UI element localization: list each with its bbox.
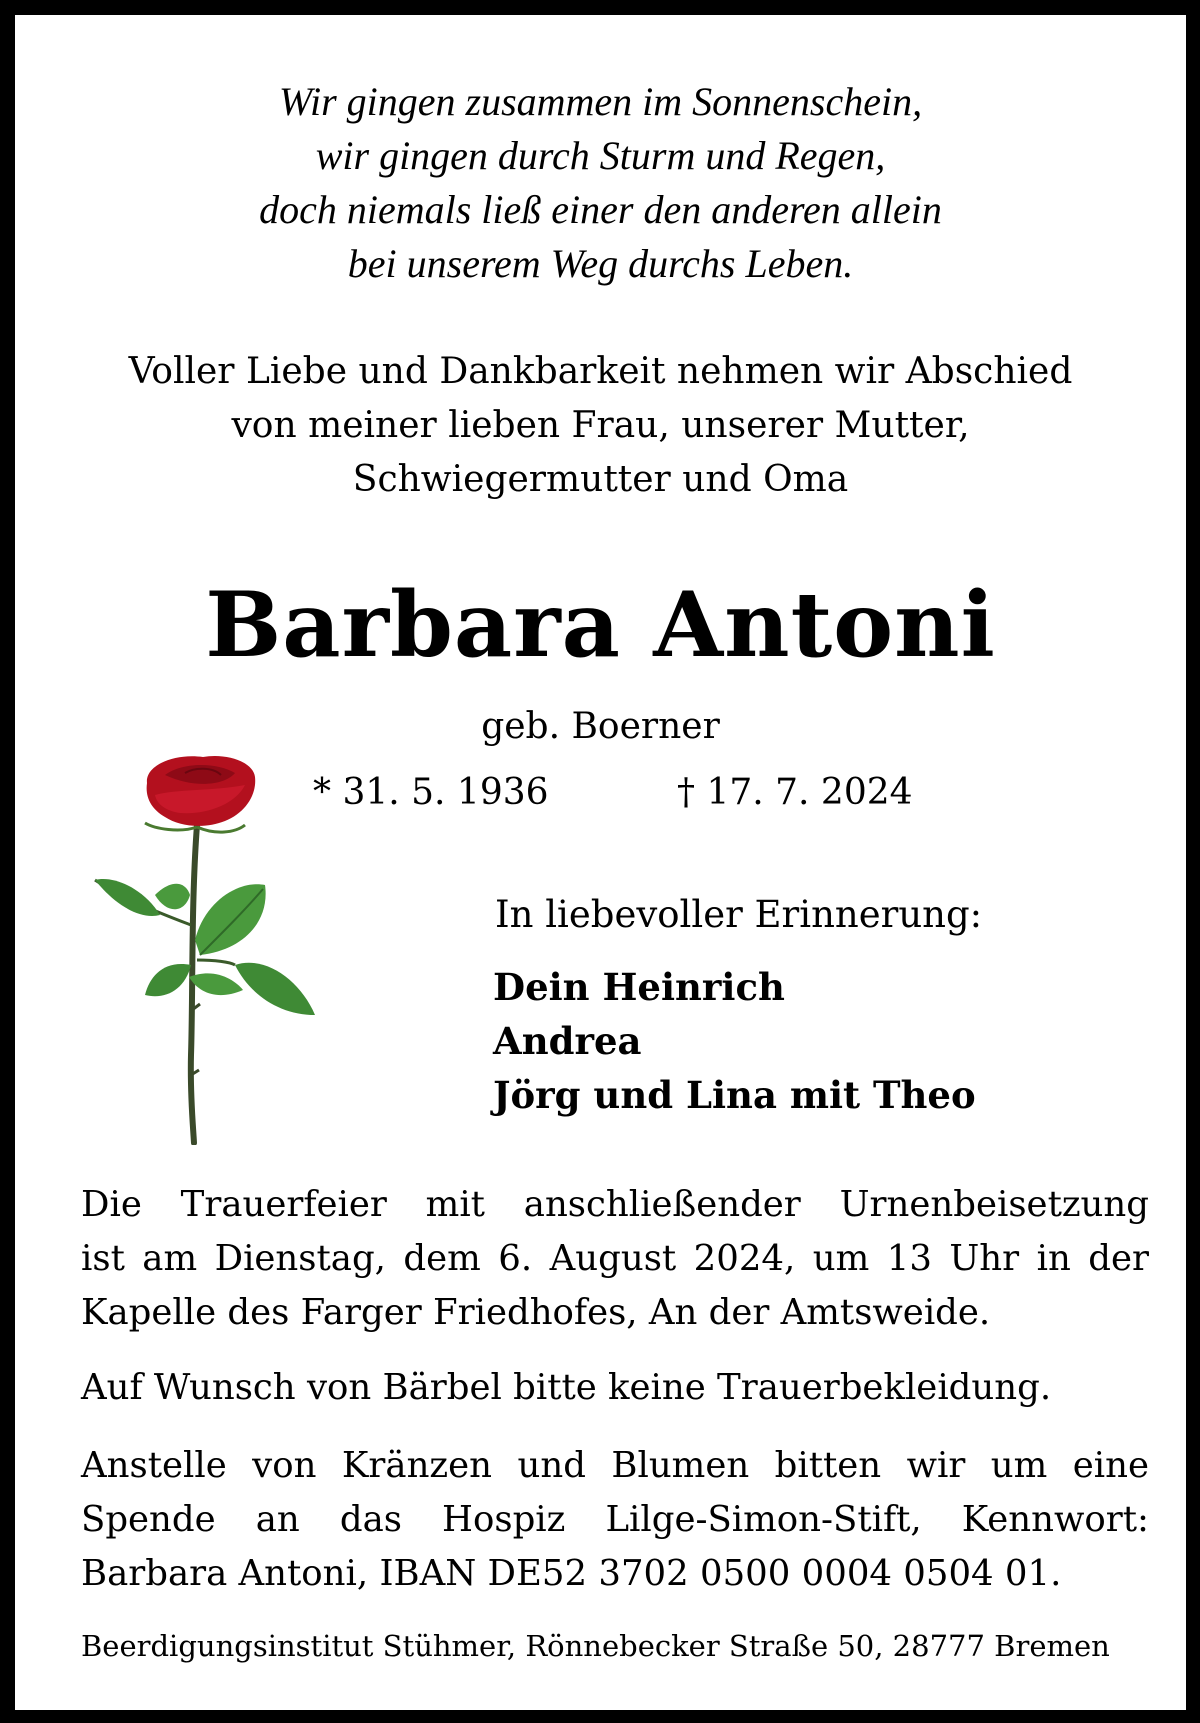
- red-rose-icon: [85, 755, 345, 1145]
- farewell-intro: [15, 345, 1186, 507]
- poem: [15, 75, 1186, 291]
- mourner-name: Jörg und Lina mit Theo: [493, 1073, 976, 1117]
- donation-line: Spende an das Hospiz Lilge-Simon-Stift, Kennwort:: [81, 1499, 1149, 1540]
- mourner-name: Andrea: [493, 1019, 642, 1063]
- ceremony-info: [81, 1178, 1149, 1340]
- ceremony-line: ist am Dienstag, dem 6. August 2024, um 13 Uhr in der: [81, 1238, 1149, 1279]
- poem-line: bei unserem Weg durchs Leben.: [347, 241, 854, 286]
- mourners-list: [493, 960, 976, 1122]
- poem-line: Wir gingen zusammen im Sonnenschein,: [278, 79, 923, 124]
- poem-line: doch niemals ließ einer den anderen allein: [259, 187, 942, 232]
- ceremony-line: Kapelle des Farger Friedhofes, An der Amtsweide.: [81, 1292, 991, 1333]
- funeral-home-footer: Beerdigungsinstitut Stühmer, Rönnebecker Straße 50, 28777 Bremen: [81, 1629, 1110, 1663]
- intro-line: Voller Liebe und Dankbarkeit nehmen wir Abschied: [128, 351, 1073, 392]
- memory-heading: In liebevoller Erinnerung:: [495, 893, 983, 936]
- donation-line: Anstelle von Kränzen und Blumen bitten wir um eine: [81, 1445, 1149, 1486]
- dress-note: [81, 1361, 1149, 1415]
- poem-line: wir gingen durch Sturm und Regen,: [315, 133, 886, 178]
- death-date: † 17. 7. 2024: [677, 772, 913, 813]
- intro-line: von meiner lieben Frau, unserer Mutter,: [231, 405, 970, 446]
- ceremony-line: Die Trauerfeier mit anschließender Urnenbeisetzung: [81, 1184, 1149, 1225]
- intro-line: Schwiegermutter und Oma: [352, 459, 849, 500]
- birth-name: geb. Boerner: [481, 706, 720, 747]
- donation-info: [81, 1439, 1149, 1601]
- dress-note-line: Auf Wunsch von Bärbel bitte keine Trauerbekleidung.: [81, 1367, 1052, 1408]
- deceased-name: Barbara Antoni: [205, 572, 996, 678]
- birth-date: * 31. 5. 1936: [313, 772, 549, 813]
- donation-line: Barbara Antoni, IBAN DE52 3702 0500 0004 0504 01.: [81, 1553, 1062, 1594]
- mourner-name: Dein Heinrich: [493, 965, 785, 1009]
